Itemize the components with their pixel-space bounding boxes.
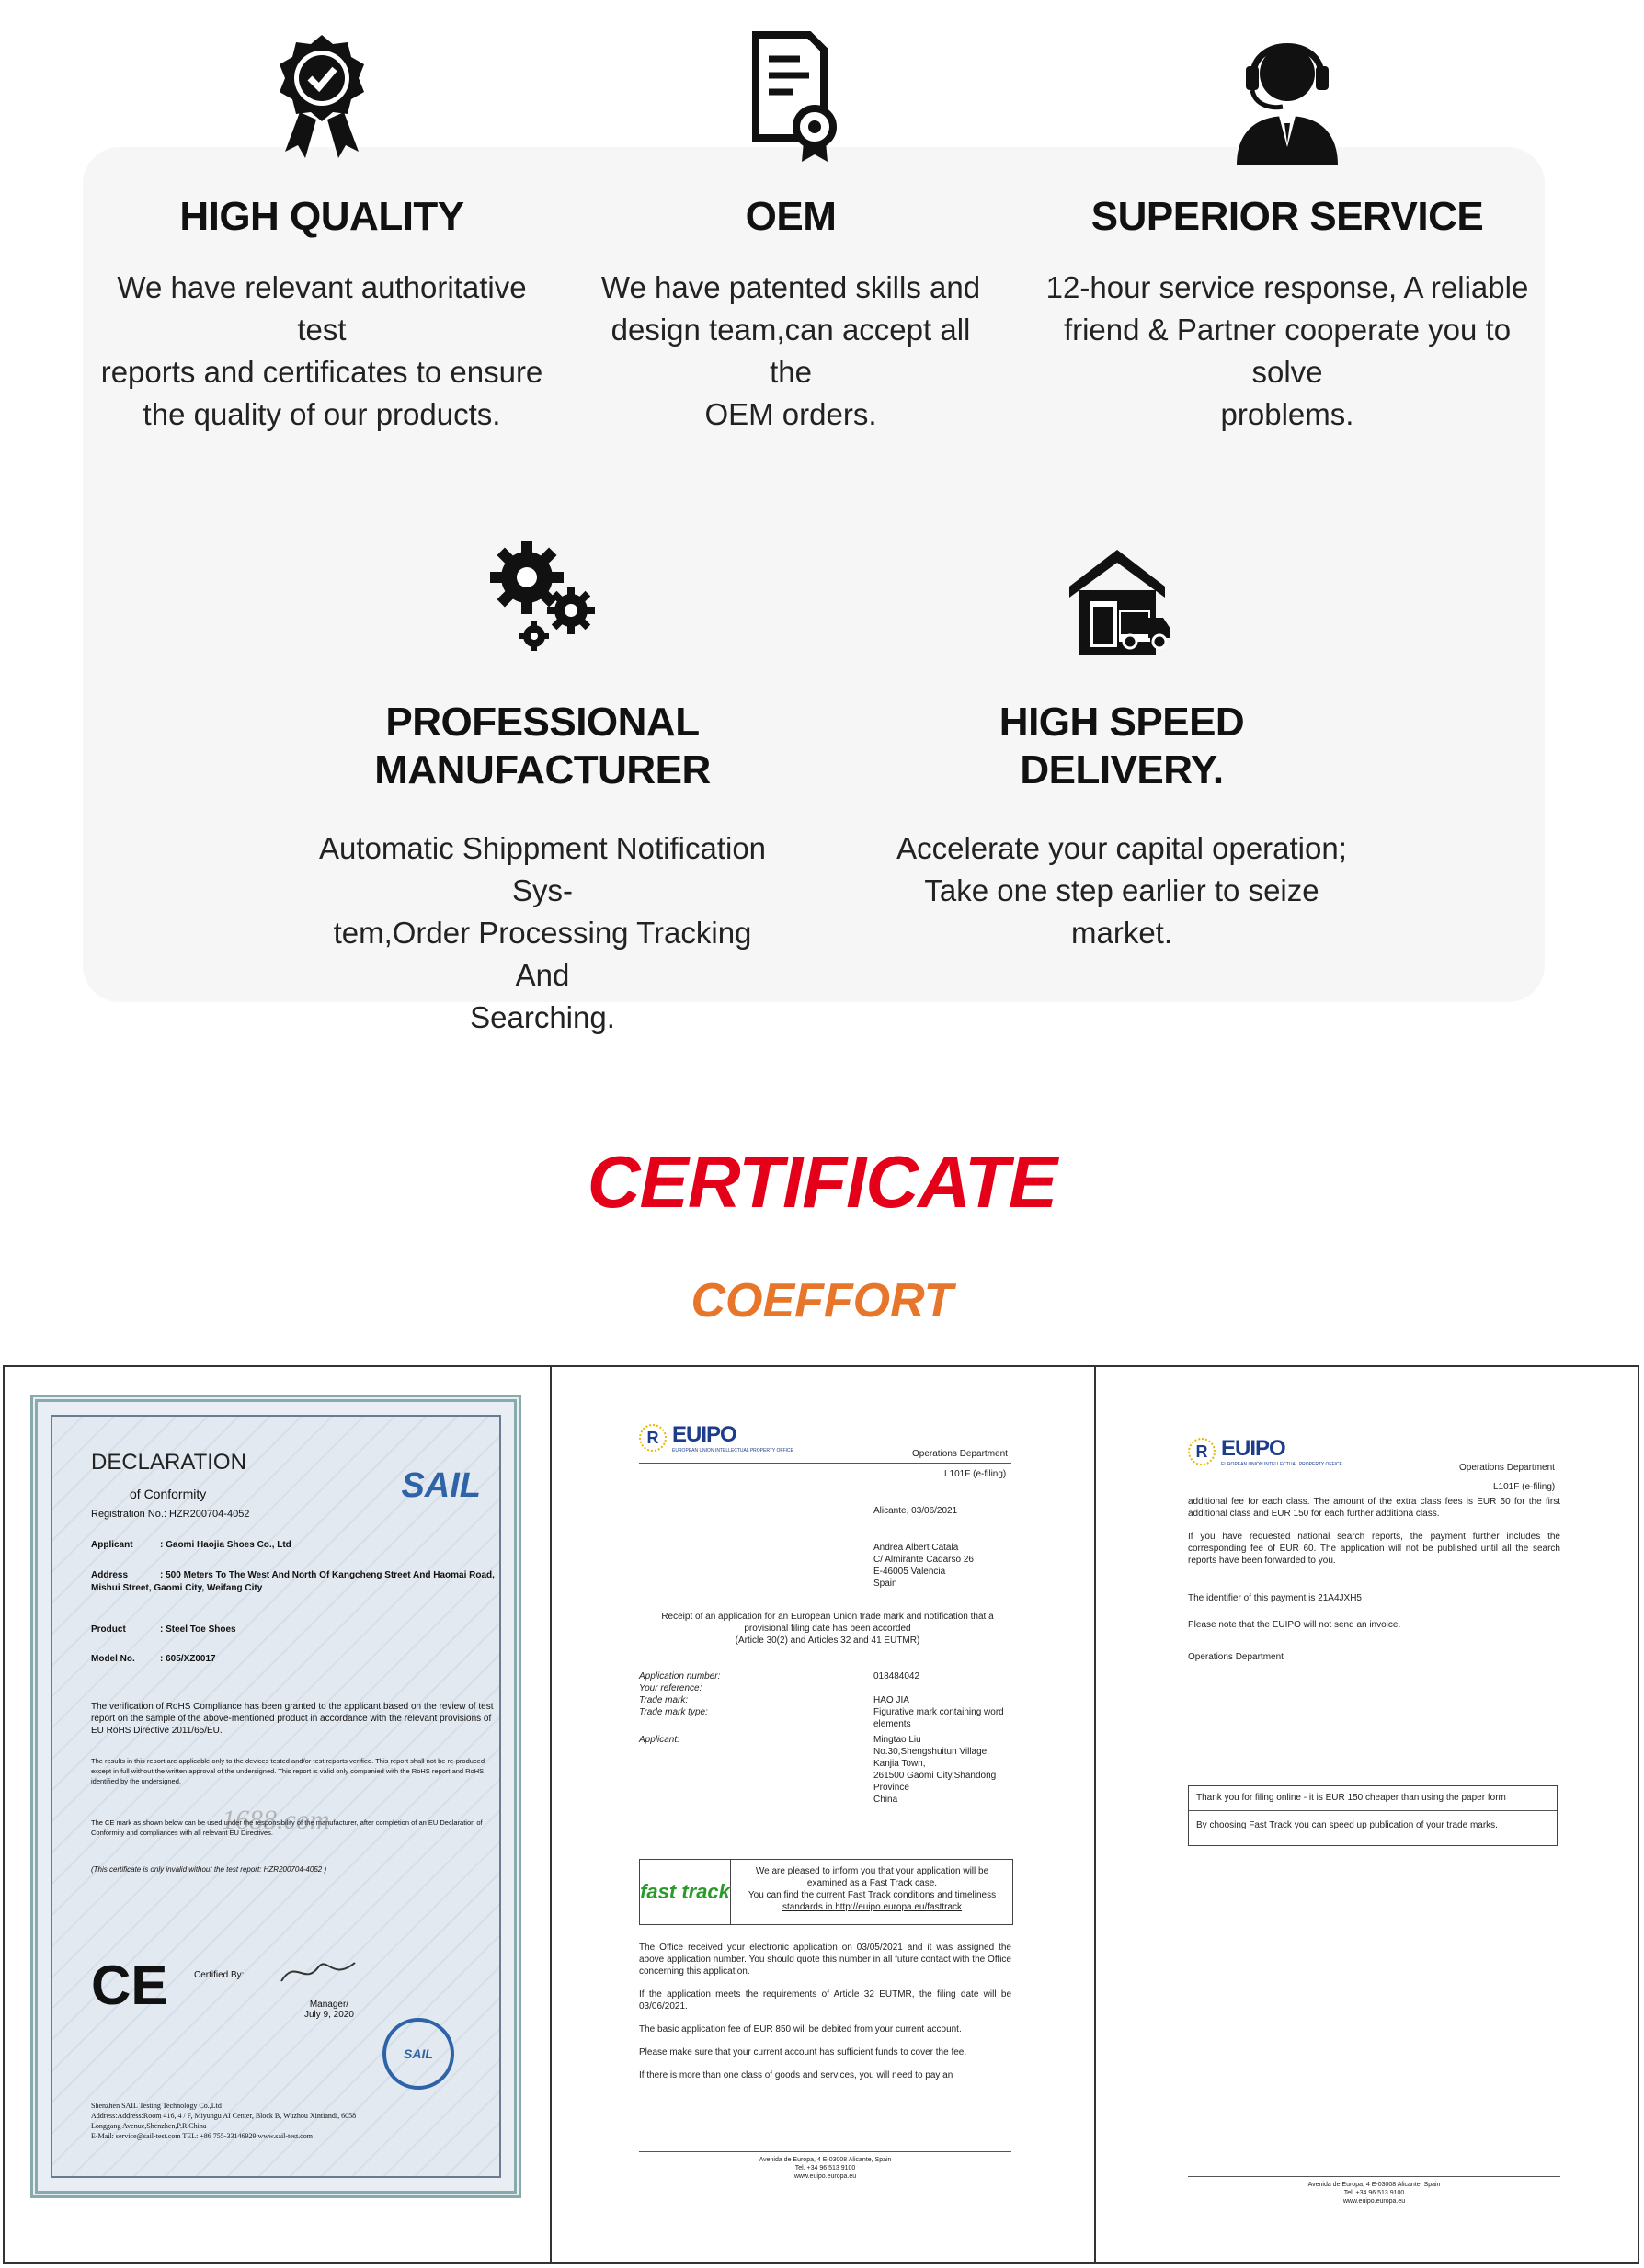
- model-row: Model No. : 605/XZ0017: [91, 1654, 216, 1664]
- feature-title-line: DELIVERY.: [1020, 747, 1224, 792]
- feature-title-line: MANUFACTURER: [374, 747, 711, 792]
- letter-heading: Receipt of an application for an European Union trade mark and notification that a provisional filing date has been accorded (Article 30(2) and Articles 32 and 41 EUTMR): [661, 1612, 994, 1646]
- feature-title-line: PROFESSIONAL: [385, 700, 700, 745]
- sail-seal: SAIL: [382, 2018, 454, 2090]
- feature-text-line: reports and certificates to ensure: [100, 355, 543, 389]
- feature-title: HIGH QUALITY: [179, 194, 464, 239]
- applicant-row: Applicant : Gaomi Haojia Shoes Co., Ltd: [91, 1540, 291, 1550]
- feature-text-line: design team,can accept all the: [611, 313, 971, 389]
- feature-text-line: Accelerate your capital operation;: [896, 831, 1347, 865]
- feature-text-line: Automatic Shippment Notification Sys-: [318, 831, 767, 907]
- signature: [277, 1954, 360, 1990]
- feature-text-line: problems.: [1220, 397, 1354, 431]
- letter-department: Operations Department: [1459, 1463, 1555, 1473]
- declaration-title: DECLARATION: [91, 1450, 246, 1475]
- feature-text-line: tem,Order Processing Tracking And: [333, 916, 752, 992]
- divider: [639, 2151, 1011, 2152]
- letter-department: Operations Department: [912, 1449, 1008, 1459]
- warehouse-truck-icon: [1062, 533, 1182, 662]
- feature-text-line: We have patented skills and: [600, 270, 981, 304]
- ce-mark: CE: [91, 1955, 168, 2016]
- fast-track-box: [639, 1859, 1013, 1925]
- feature-text-line: 12-hour service response, A reliable: [1045, 270, 1529, 304]
- fast-track-text: We are pleased to inform you that your application will be examined as a Fast Track case. You can find the current Fast Track conditions and timeliness standards in http://euipo.europa.eu/fasttrack: [748, 1866, 997, 1912]
- address-row: Address : 500 Meters To The West And North Of Kangcheng Street And Haomai Road, Mishui Street, Gaomi City, Weifang City: [91, 1570, 495, 1593]
- feature-text-line: OEM orders.: [704, 397, 877, 431]
- euipo-logo-icon: R: [639, 1424, 667, 1452]
- declaration-paragraph: The verification of RoHS Compliance has been granted to the applicant based on the review of test report on the sample of the above-mentioned product in accordance with the relevant provisions of EU RoHS Directive 2011/65/EU.: [91, 1702, 494, 1736]
- feature-high-quality: [92, 28, 552, 436]
- declaration-paragraph: The CE mark as shown below can be used under the responsibility of the manufacturer, after completion of an EU Declaration of Conformity and compliances with all relevant EU Directives.: [91, 1818, 483, 1837]
- declaration-footer: Shenzhen SAIL Testing Technology Co.,Ltd Address:Address:Room 416, 4 / F, Miyungu AI Center, Block B, Wuzhou Xintiandi, 6058 Longgang Avenue,Shenzhen,P.R.China E-Mail: service@sail-test.com TEL: +86 755-33146929 www.sail-test.com: [91, 2102, 357, 2140]
- feature-text-line: friend & Partner cooperate you to solve: [1063, 313, 1512, 389]
- feature-superior-service: [1030, 28, 1545, 436]
- letter-footer: Avenida de Europa, 4 E-03008 Alicante, Spain Tel. +34 96 513 9100 www.euipo.europa.eu: [1307, 2182, 1441, 2205]
- certificate-gallery: [3, 1365, 1639, 2264]
- letter-reference: L101F (e-filing): [944, 1469, 1007, 1479]
- headset-agent-icon: [1227, 28, 1347, 165]
- feature-text-line: We have relevant authoritative test: [117, 270, 527, 347]
- gears-icon: [483, 533, 602, 662]
- letter-body: additional fee for each class. The amount of the extra class fees is EUR 50 for the first additional class and EUR 150 for each further additiona class. If you have requested national search reports, the payment further includes the corresponding fee of EUR 60. The application will not be published until all the search reports have been forwarded to you. The identifier of this payment is 21A4JXH5 Please note that the EUIPO will not send an invoice. Operations Department: [1188, 1497, 1560, 1662]
- feature-text-line: Take one step earlier to seize: [924, 873, 1319, 907]
- registration-number: Registration No.: HZR200704-4052: [91, 1509, 250, 1520]
- certificate-cell-euipo-page2: [1096, 1367, 1638, 2262]
- letter-address: Andrea Albert Catala C/ Almirante Cadarso 26 E-46005 Valencia Spain: [873, 1543, 974, 1589]
- feature-text-line: Searching.: [470, 1000, 615, 1034]
- feature-high-speed-delivery: [883, 533, 1361, 954]
- euipo-logo-icon: R: [1188, 1438, 1216, 1465]
- sail-logo: SAIL: [401, 1466, 481, 1505]
- fast-track-text: By choosing Fast Track you can speed up publication of your trade marks.: [1196, 1820, 1498, 1830]
- signer-block: Manager/ July 9, 2020: [304, 2000, 354, 2020]
- divider: [1188, 2176, 1560, 2177]
- euipo-logo: R EUIPO EUROPEAN UNION INTELLECTUAL PROPERTY OFFICE: [1188, 1436, 1342, 1467]
- divider: [1189, 1810, 1557, 1811]
- letter-body: The Office received your electronic application on 03/05/2021 and it was assigned the above application number. You should quote this number in all future contact with the Office concerning this application. If the application meets the requirements of Article 32 EUTMR, the filing date will be 03/06/2021. The basic application fee of EUR 850 will be debited from your current account. Please make sure that your current account has sufficient funds to cover the fee. If there is more than one class of goods and services, you will need to pay an: [639, 1943, 1011, 2080]
- certificate-heading: CERTIFICATE: [587, 1141, 1057, 1223]
- fast-track-logo: fast track: [640, 1860, 731, 1924]
- watermark: 1688.com: [222, 1805, 330, 1835]
- feature-text-line: the quality of our products.: [143, 397, 501, 431]
- letter-footer: Avenida de Europa, 4 E-03008 Alicante, Spain Tel. +34 96 513 9100 www.euipo.europa.eu: [759, 2157, 892, 2180]
- online-filing-box: [1188, 1785, 1558, 1846]
- feature-professional-manufacturer: [303, 533, 782, 1039]
- online-filing-text: Thank you for filing online - it is EUR 150 cheaper than using the paper form: [1196, 1793, 1506, 1803]
- letter-reference: L101F (e-filing): [1493, 1482, 1556, 1492]
- letter-date: Alicante, 03/06/2021: [873, 1506, 958, 1516]
- certificate-brand: COEFFORT: [691, 1274, 953, 1328]
- declaration-paragraph: The results in this report are applicable only to the devices tested and/or test reports verified. This report shall not be re-produced except in full without the written approval of the undersigned. This report is valid only companied with the RoHS report and RoHS identified by the undersigned.: [91, 1757, 485, 1785]
- feature-text-line: market.: [1070, 916, 1173, 950]
- certified-by-label: Certified By:: [194, 1970, 245, 1980]
- features-section: [0, 0, 1644, 1034]
- certificate-cell-declaration: [5, 1367, 552, 2262]
- certificate-cell-euipo-page1: [552, 1367, 1096, 2262]
- feature-title: OEM: [745, 194, 837, 239]
- divider: [639, 1463, 1011, 1464]
- feature-title: SUPERIOR SERVICE: [1090, 194, 1484, 239]
- award-badge-icon: [267, 28, 377, 165]
- declaration-subtitle: of Conformity: [130, 1487, 207, 1501]
- declaration-certificate: [30, 1395, 521, 2198]
- euipo-logo: R EUIPO EUROPEAN UNION INTELLECTUAL PROPERTY OFFICE: [639, 1422, 793, 1453]
- product-row: Product : Steel Toe Shoes: [91, 1624, 236, 1635]
- application-fields: Application number: 018484042 Your reference: Trade mark: HAO JIA Trade mark type: Figurative mark containing word elements Applicant: Mingtao Liu No.30,Shengshuitun Village, Kanjia Town, 261500 Gaomi City,Shandong Province China: [639, 1671, 1004, 1805]
- certificate-document-icon: [736, 28, 846, 165]
- feature-title-line: HIGH SPEED: [999, 700, 1245, 745]
- feature-oem: [588, 28, 993, 436]
- declaration-note: (This certificate is only invalid without the test report: HZR200704-4052 ): [91, 1865, 327, 1874]
